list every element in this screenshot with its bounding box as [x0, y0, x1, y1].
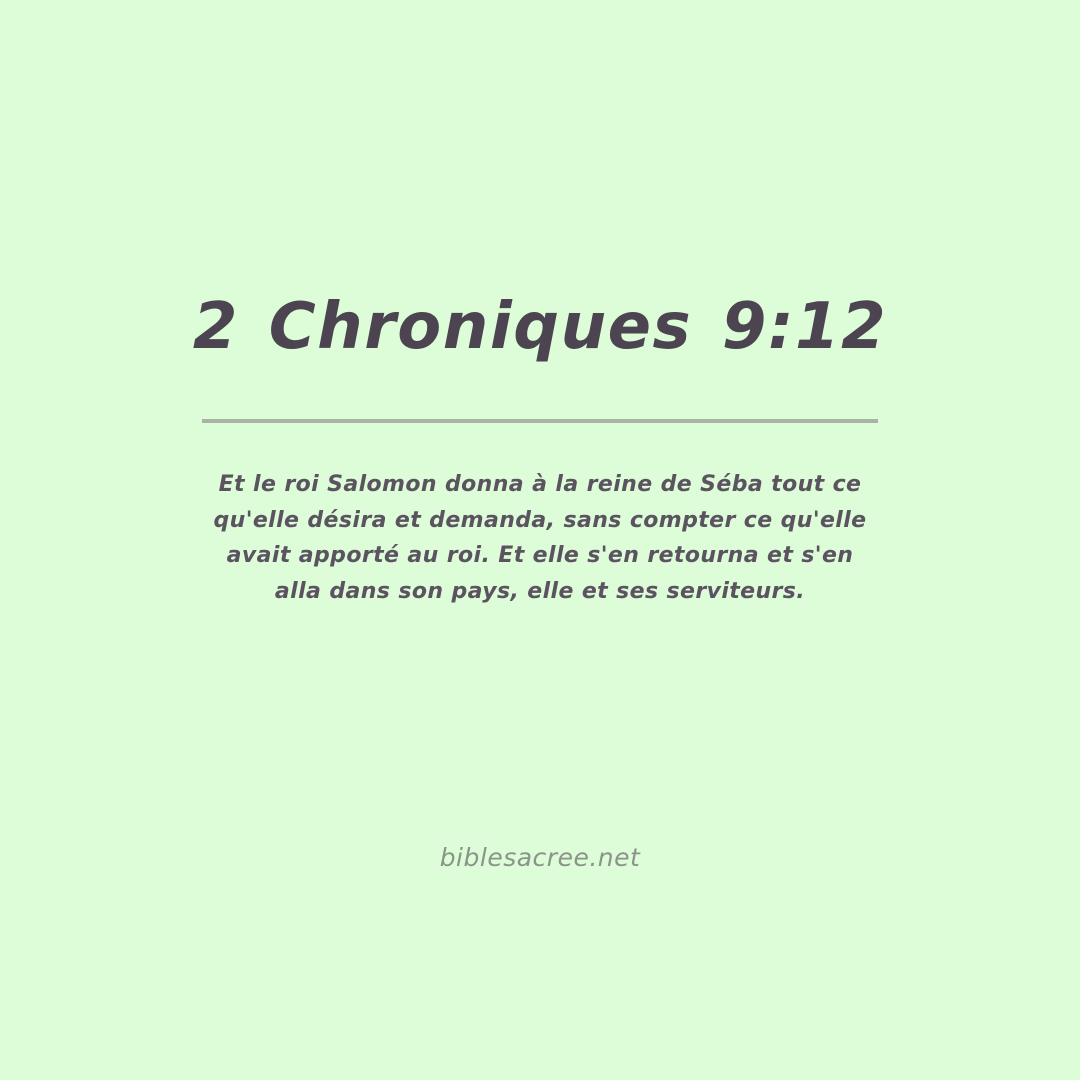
divider [202, 419, 878, 423]
website-credit: biblesacree.net [439, 843, 641, 872]
verse-reference: 2 Chroniques 9:12 [192, 290, 888, 364]
verse-body-text: Et le roi Salomon donna à la reine de Séba tout ce qu'elle désira et demanda, sans compter ce qu'elle avait apporté au roi. Et elle s'en retourna et s'en alla dans son pays, elle et ses serviteurs. [213, 471, 867, 604]
